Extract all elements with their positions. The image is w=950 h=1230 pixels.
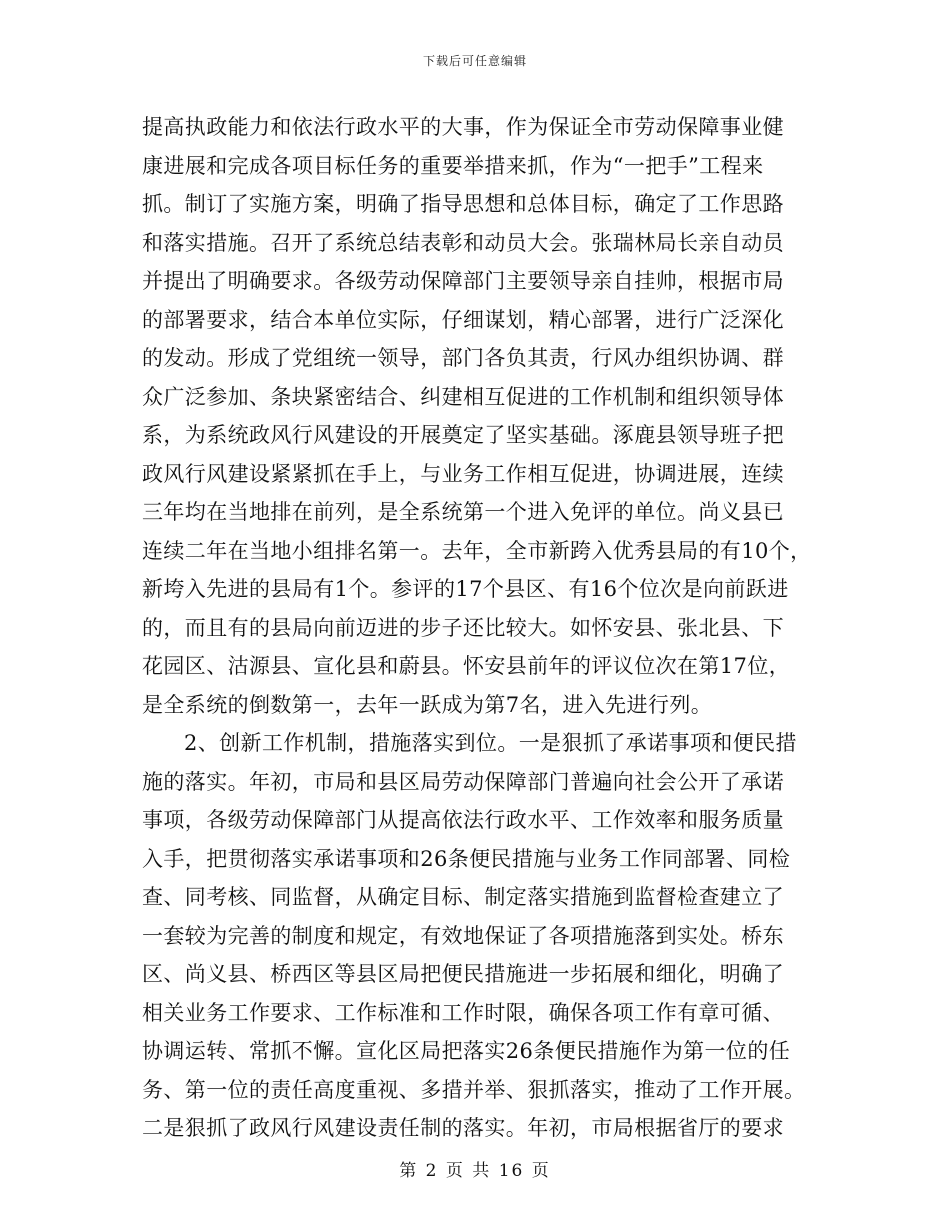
body-line: 新垮入先进的县局有1个。参评的17个县区、有16个位次是向前跃进 <box>142 577 789 601</box>
body-line: 连续二年在当地小组排名第一。去年，全市新跨入优秀县局的有10个， <box>142 538 812 563</box>
body-line: 入手，把贯彻落实承诺事项和26条便民措施与业务工作同部署、同检 <box>142 846 791 871</box>
body-line: 二是狠抓了政风行风建设责任制的落实。年初，市局根据省厅的要求 <box>142 1116 784 1140</box>
body-line: 众广泛参加、条块紧密结合、纠建相互促进的工作机制和组织领导体 <box>142 384 784 409</box>
body-line: 务、第一位的责任高度重视、多措并举、狠抓落实，推动了工作开展。 <box>142 1077 806 1102</box>
document-body <box>142 108 810 1148</box>
body-line: 并提出了明确要求。各级劳动保障部门主要领导亲自挂帅，根据市局 <box>142 269 784 293</box>
body-line: 三年均在当地排在前列，是全系统第一个进入免评的单位。尚义县已 <box>142 500 784 524</box>
body-line: 康进展和完成各项目标任务的重要举措来抓，作为“一把手”工程来 <box>142 153 764 178</box>
body-line: 协调运转、常抓不懈。宣化区局把落实26条便民措施作为第一位的任 <box>142 1039 791 1063</box>
body-line: 相关业务工作要求、工作标准和工作时限，确保各项工作有章可循、 <box>142 1000 784 1025</box>
body-line: 施的落实。年初，市局和县区局劳动保障部门普遍向社会公开了承诺 <box>142 769 784 794</box>
page-number-footer: 第 2 页 共 16 页 <box>399 1161 551 1181</box>
body-line: 系，为系统政风行风建设的开展奠定了坚实基础。涿鹿县领导班子把 <box>142 423 784 447</box>
body-line: 花园区、沽源县、宣化县和蔚县。怀安县前年的评议位次在第17位， <box>142 654 791 678</box>
body-line: 区、尚义县、桥西区等县区局把便民措施进一步拓展和细化，明确了 <box>142 962 784 986</box>
page-header-note: 下载后可任意编辑 <box>422 54 527 68</box>
body-line: 一套较为完善的制度和规定，有效地保证了各项措施落到实处。桥东 <box>142 923 784 948</box>
body-line: 提高执政能力和依法行政水平的大事，作为保证全市劳动保障事业健 <box>142 115 784 139</box>
body-line: 的，而且有的县局向前迈进的步子还比较大。如怀安县、张北县、下 <box>142 615 784 640</box>
body-line: 的发动。形成了党组统一领导，部门各负其责，行风办组织协调、群 <box>142 346 784 370</box>
body-line: 事项，各级劳动保障部门从提高依法行政水平、工作效率和服务质量 <box>142 808 784 832</box>
body-line: 政风行风建设紧紧抓在手上，与业务工作相互促进，协调进展，连续 <box>142 461 784 486</box>
body-line: 和落实措施。召开了系统总结表彰和动员大会。张瑞林局长亲自动员 <box>142 230 784 255</box>
body-line: 抓。制订了实施方案，明确了指导思想和总体目标，确定了工作思路 <box>142 192 784 216</box>
paragraph-start-line: 2、创新工作机制，措施落实到位。一是狠抓了承诺事项和便民措 <box>184 731 797 755</box>
body-line: 的部署要求，结合本单位实际，仔细谋划，精心部署，进行广泛深化 <box>142 307 784 332</box>
body-line: 是全系统的倒数第一，去年一跃成为第7名，进入先进行列。 <box>142 692 713 717</box>
body-line: 查、同考核、同监督，从确定目标、制定落实措施到监督检查建立了 <box>142 885 784 909</box>
